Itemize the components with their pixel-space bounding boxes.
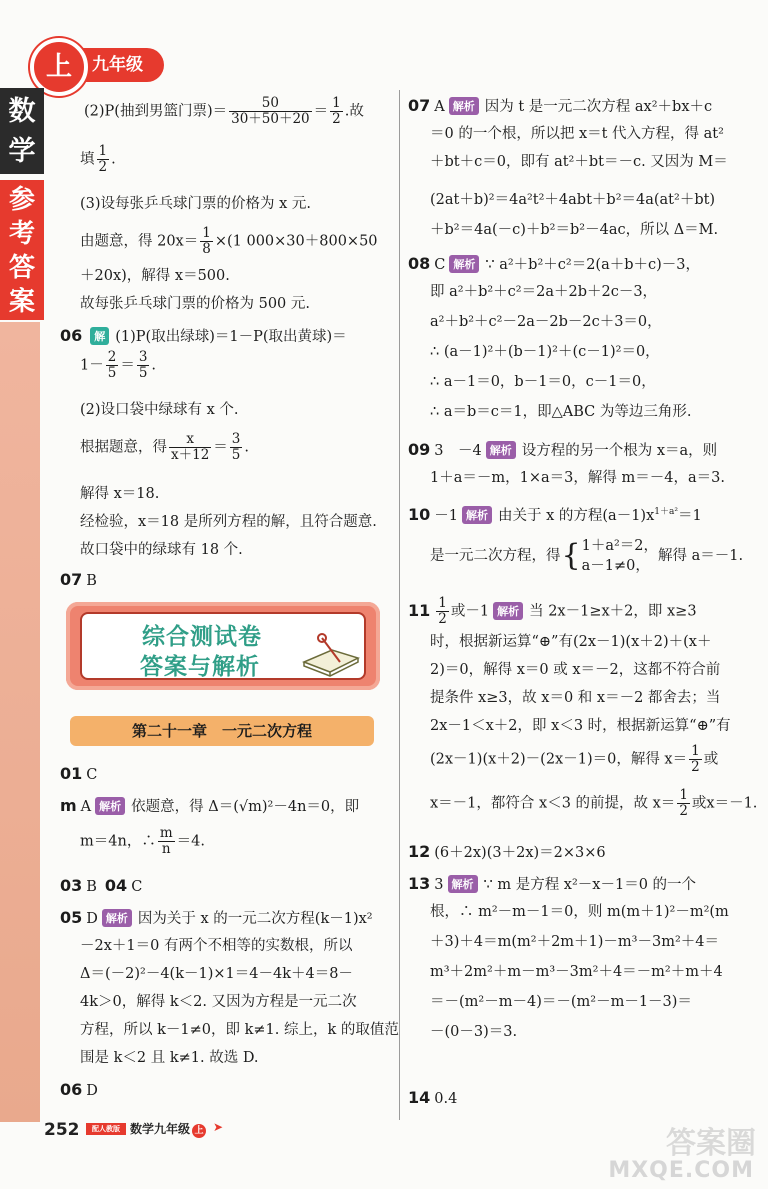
fraction — [137, 350, 150, 381]
q05-line-3: Δ＝(－2)²－4(k－1)×1＝4－4k＋4＝8－ — [80, 966, 353, 982]
q06-line-3: (2)设口袋中绿球有 x 个. — [80, 402, 239, 418]
frac-den: 5 — [107, 365, 117, 381]
question-number: 13 — [408, 874, 431, 893]
question-number: m — [60, 796, 77, 815]
r-q11-line-5: 2x－1＜x＋2，即 x＜3 时，根据新运算“⊕”有 — [430, 718, 731, 734]
q06-line-4 — [80, 432, 249, 463]
r-q13-line-3: ＋3)＋4＝m(m²＋2m＋1)－m³－3m²＋4＝ — [430, 934, 720, 950]
q06b-line — [60, 1080, 98, 1101]
text: . — [151, 357, 157, 374]
system-eq-1: 1＋a²＝2， — [581, 538, 659, 554]
exponent: 1＋a² — [654, 507, 678, 517]
text: (1)P(取出绿球)＝1－P(取出黄球)＝ — [115, 329, 347, 345]
r-q13-line-2: 根，∴ m²－m－1＝0，则 m(m＋1)²－m²(m — [430, 904, 729, 920]
text: (2x－1)(x＋2)－(2x－1)＝0，解得 x＝ — [430, 751, 688, 768]
text: 1－ — [80, 357, 104, 374]
q07-line — [60, 570, 97, 591]
subject-text: 数学 — [8, 96, 36, 167]
q02-line-1 — [60, 796, 359, 817]
answer: C — [86, 767, 98, 783]
r-q09-line-1 — [408, 440, 717, 461]
test-paper-banner — [66, 602, 380, 690]
text: 因为 t 是一元二次方程 ax²＋bx＋c — [484, 99, 713, 115]
fraction — [106, 350, 119, 381]
answer: 3 — [434, 877, 444, 893]
answer: (6＋2x)(3＋2x)＝2×3×6 — [434, 845, 606, 861]
answer: A — [80, 799, 92, 815]
answer: A — [434, 99, 445, 115]
text: ＝ — [213, 439, 228, 456]
solution-tag: 解 — [90, 327, 109, 345]
q05-line-6: 围是 k＜2 且 k≠1. 故选 D. — [80, 1050, 259, 1066]
r-q11-line-1 — [408, 596, 697, 627]
r-q07-line-1 — [408, 96, 712, 117]
frac-num: 50 — [229, 96, 312, 112]
text: ∵ m 是方程 x²－x－1＝0 的一个 — [483, 877, 697, 893]
frac-den: 5 — [138, 365, 148, 381]
frac-num: m — [159, 825, 173, 841]
text: ∵ a²＋b²＋c²＝2(a＋b＋c)－3， — [485, 257, 701, 273]
r-q13-line-5: ＝－(m²－m－4)＝－(m²－m－1－3)＝ — [430, 994, 692, 1010]
text: (2)P(抽到男篮门票)＝ — [84, 103, 228, 120]
r-q10-line-2 — [430, 536, 743, 580]
answer: 3 －4 — [434, 443, 482, 459]
frac-num: 1 — [98, 143, 108, 159]
chapter-heading: 第二十一章 一元二次方程 — [70, 716, 374, 746]
answer: C — [434, 257, 446, 273]
banner-inner — [80, 612, 366, 680]
text: 由题意，得 20x＝ — [80, 233, 199, 250]
text: 填 — [80, 151, 95, 168]
arrow-icon: ➤ — [213, 1120, 224, 1134]
book-icon — [300, 632, 362, 678]
analysis-tag: 解析 — [448, 875, 478, 893]
answer: D — [86, 911, 98, 927]
analysis-tag: 解析 — [493, 602, 523, 620]
q05-line-4: 4k＞0，解得 k＜2. 又因为方程是一元二次 — [80, 994, 357, 1010]
question-number: 06 — [60, 326, 83, 345]
r-q13-line-6: －(0－3)＝3. — [430, 1024, 518, 1040]
frac-num: x — [169, 432, 211, 448]
text: 当 2x－1≥x＋2，即 x≥3 — [529, 603, 697, 620]
frac-num: 1 — [691, 743, 700, 759]
text: . — [244, 439, 249, 456]
r-q07-line-4: (2at＋b)²＝4a²t²＋4abt＋b²＝4a(at²＋bt) — [430, 192, 716, 208]
frac-num: 1 — [332, 95, 341, 111]
text: ＝ — [120, 357, 135, 374]
fraction — [169, 432, 211, 463]
book-title — [130, 1120, 206, 1138]
text: 由关于 x 的方程(a－1)x — [498, 507, 655, 524]
answer: 0.4 — [434, 1091, 458, 1107]
frac-num: 3 — [231, 431, 241, 447]
banner-title-2: 答案与解析 — [140, 654, 260, 680]
left-line-5: ＋20x)，解得 x＝500. — [80, 268, 230, 284]
subject-tab — [0, 88, 44, 174]
text: ＝1 — [677, 507, 702, 524]
question-number: 07 — [408, 96, 431, 115]
text: 设方程的另一个根为 x＝a，则 — [521, 443, 718, 459]
frac-den: 5 — [231, 447, 241, 463]
fraction — [200, 226, 213, 257]
fraction — [436, 596, 449, 627]
text: 是一元二次方程，得 — [430, 548, 561, 564]
question-number: 10 — [408, 504, 431, 524]
r-q11-line-6 — [430, 744, 718, 775]
q06-line-2 — [80, 350, 156, 381]
question-number: 03 — [60, 876, 83, 895]
frac-den: 2 — [691, 759, 700, 775]
question-number: 04 — [104, 876, 128, 895]
r-q08-line-1 — [408, 254, 700, 275]
r-q08-line-3: a²＋b²＋c²－2a－2b－2c＋3＝0， — [430, 314, 662, 330]
frac-num: 2 — [107, 349, 117, 365]
page-number: 252 — [44, 1120, 80, 1140]
q03-q04-line — [60, 876, 142, 897]
analysis-tag: 解析 — [449, 97, 479, 115]
fraction — [689, 744, 702, 775]
analysis-tag: 解析 — [102, 909, 132, 927]
column-divider — [399, 90, 400, 1120]
text: m＝4n，∴ — [80, 833, 156, 850]
text: x＝－1，都符合 x＜3 的前提，故 x＝ — [430, 795, 676, 812]
frac-den: n — [161, 841, 171, 857]
analysis-tag: 解析 — [95, 797, 125, 815]
question-number: 14 — [408, 1088, 431, 1107]
q01-line — [60, 764, 97, 785]
volume-badge — [0, 14, 166, 82]
text: ＝ — [313, 103, 329, 120]
frac-num: 3 — [138, 349, 148, 365]
r-q14-line — [408, 1088, 457, 1109]
q02-line-2 — [80, 826, 205, 857]
r-q11-line-7 — [430, 788, 757, 819]
text: 解得 a＝－1. — [658, 548, 744, 564]
q05-line-5: 方程，所以 k－1≠0，即 k≠1. 综上，k 的取值范 — [80, 1022, 399, 1038]
text: .故 — [344, 103, 364, 120]
frac-num: 1 — [202, 225, 211, 241]
fraction — [158, 826, 175, 857]
q05-line-1 — [60, 908, 373, 929]
text: ＝4. — [176, 833, 205, 850]
answer: B — [86, 573, 97, 589]
question-number: 12 — [408, 842, 431, 861]
q06-line-1 — [60, 326, 347, 347]
side-strip — [0, 322, 40, 1122]
r-q07-line-3: ＋bt＋c＝0，即有 at²＋bt＝－c. 又因为 M＝ — [430, 154, 728, 170]
system-eq-2: a－1≠0， — [581, 558, 650, 574]
text: ×(1 000×30＋800×50 — [214, 233, 378, 250]
frac-num: 1 — [679, 787, 688, 803]
equation-system — [582, 536, 658, 576]
text: . — [111, 151, 116, 168]
text: 或 — [703, 751, 719, 768]
book-volume: 上 — [192, 1124, 206, 1138]
answer: D — [86, 1083, 98, 1099]
answer: B — [86, 879, 97, 895]
r-q08-line-6: ∴ a＝b＝c＝1，即△ABC 为等边三角形. — [430, 404, 692, 420]
r-q11-line-4: 提条件 x≥3，故 x＝0 和 x＝－2 都舍去；当 — [430, 690, 721, 706]
left-line-1 — [84, 96, 364, 127]
q05-line-2: －2x＋1＝0 有两个不相等的实数根，所以 — [80, 938, 353, 954]
text: 因为关于 x 的一元二次方程(k－1)x² — [137, 911, 373, 927]
frac-den: 8 — [202, 241, 211, 257]
question-number: 01 — [60, 764, 83, 783]
question-number: 07 — [60, 570, 83, 589]
volume-circle: 上 — [30, 38, 88, 96]
banner-title-1: 综合测试卷 — [142, 624, 262, 650]
frac-den: x＋12 — [171, 447, 210, 463]
r-q10-line-1 — [408, 502, 702, 526]
fraction — [229, 96, 312, 127]
question-number: 09 — [408, 440, 431, 459]
r-q11-line-3: 2)＝0，解得 x＝0 或 x＝－2，这都不符合前 — [430, 662, 721, 678]
answer: 或－1 — [450, 603, 490, 620]
analysis-tag: 解析 — [449, 255, 479, 273]
question-number: 06 — [60, 1080, 83, 1099]
r-q09-line-2: 1＋a＝－m，1×a＝3，解得 m＝－4，a＝3. — [430, 470, 725, 486]
left-line-6: 故每张乒乓球门票的价格为 500 元. — [80, 296, 311, 312]
question-number: 11 — [408, 600, 431, 620]
question-number: 08 — [408, 254, 431, 273]
brace-icon: { — [561, 538, 581, 573]
frac-den: 2 — [332, 111, 341, 127]
frac-den: 2 — [679, 803, 688, 819]
grade-text: 九年级 — [92, 55, 143, 75]
r-q07-line-2: ＝0 的一个根，所以把 x＝t 代入方程，得 at² — [430, 126, 724, 142]
book-title-text: 数学九年级 — [130, 1122, 191, 1136]
question-number: 05 — [60, 908, 83, 927]
r-q08-line-5: ∴ a－1＝0，b－1＝0，c－1＝0， — [430, 374, 656, 390]
answer: －1 — [434, 507, 458, 524]
r-q07-line-5: ＋b²＝4a(－c)＋b²＝b²－4ac，所以 Δ＝M. — [430, 222, 719, 238]
r-q12-line — [408, 842, 606, 863]
frac-den: 30＋50＋20 — [231, 111, 310, 127]
watermark-logo: 答案圈 — [666, 1126, 756, 1161]
analysis-tag: 解析 — [486, 441, 516, 459]
r-q13-line-4: m³＋2m²＋m－m³－3m²＋4＝－m²＋m＋4 — [430, 964, 723, 980]
edition-mark: 配人教版 — [86, 1123, 126, 1135]
q06-line-6: 经检验，x＝18 是所列方程的解，且符合题意. — [80, 514, 377, 530]
answer: C — [131, 879, 143, 895]
analysis-tag: 解析 — [462, 506, 492, 524]
fraction — [230, 432, 243, 463]
answer-text: 参考答案 — [8, 185, 35, 317]
r-q13-line-1 — [408, 874, 696, 895]
fraction — [677, 788, 690, 819]
left-line-2 — [80, 144, 116, 175]
frac-num: 1 — [438, 595, 447, 611]
q06-line-7: 故口袋中的绿球有 18 个. — [80, 542, 243, 558]
answer-tab — [0, 180, 44, 320]
r-q08-line-4: ∴ (a－1)²＋(b－1)²＋(c－1)²＝0， — [430, 344, 660, 360]
left-line-3: (3)设每张乒乓球门票的价格为 x 元. — [80, 196, 312, 212]
text: 依题意，得 Δ＝(√m)²－4n＝0，即 — [131, 799, 360, 815]
text: 或x＝－1. — [691, 795, 758, 812]
frac-den: 2 — [438, 611, 447, 627]
fraction — [330, 96, 343, 127]
r-q11-line-2: 时，根据新运算“⊕”有(2x－1)(x＋2)＋(x＋ — [430, 634, 712, 650]
watermark-site: MXQE.COM — [608, 1158, 754, 1183]
left-line-4 — [80, 226, 378, 257]
fraction — [97, 144, 110, 175]
text: 根据题意，得 — [80, 439, 167, 456]
frac-den: 2 — [98, 159, 108, 175]
q06-line-5: 解得 x＝18. — [80, 486, 160, 502]
r-q08-line-2: 即 a²＋b²＋c²＝2a＋2b＋2c－3， — [430, 284, 658, 300]
